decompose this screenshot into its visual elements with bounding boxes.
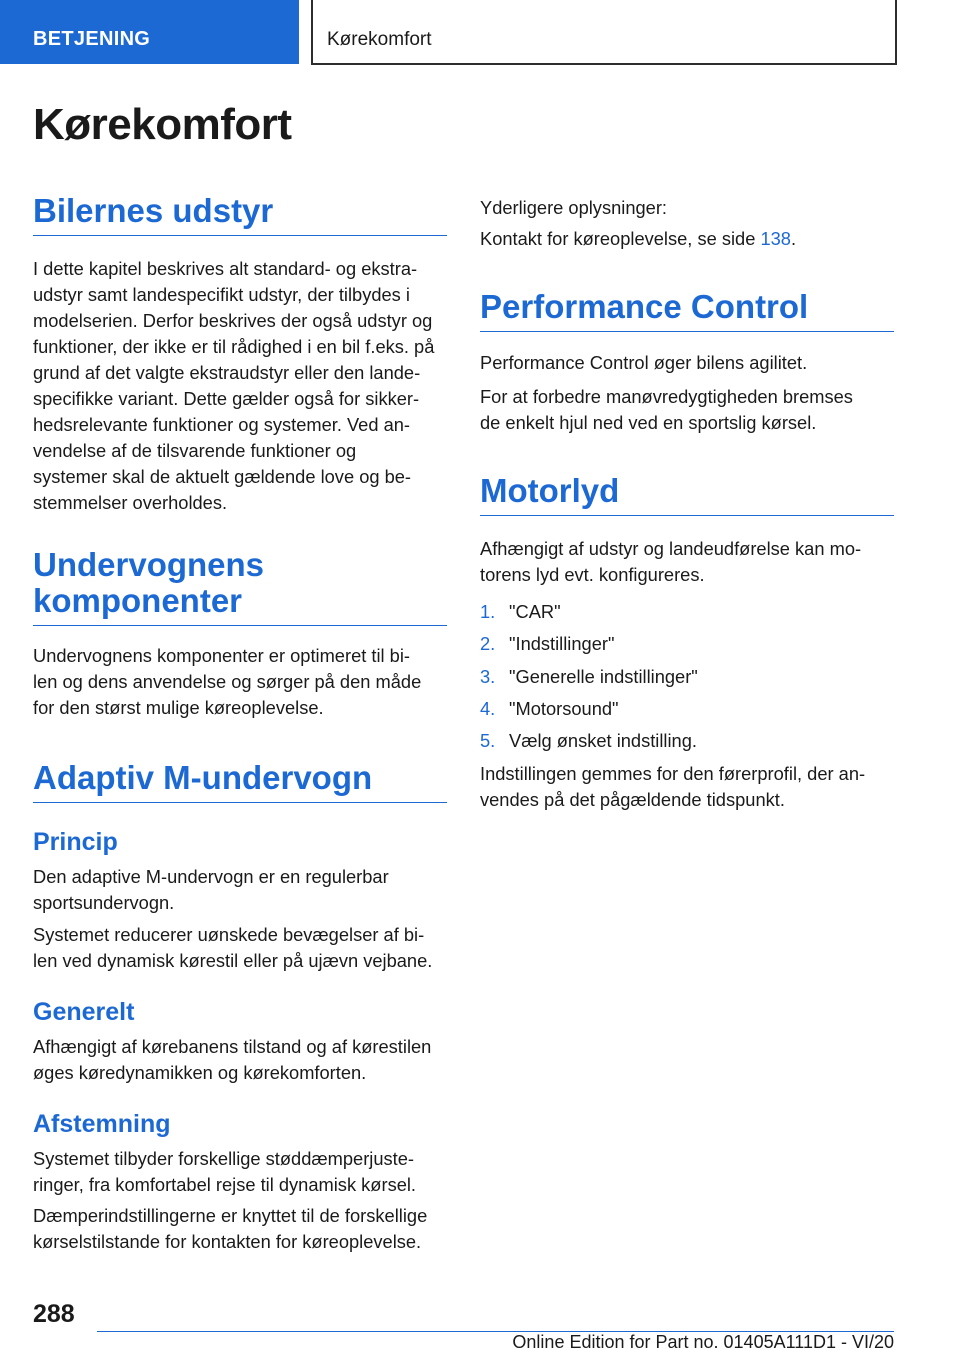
step-number: 2. <box>480 633 496 654</box>
step-text: "Generelle indstillinger" <box>509 666 698 687</box>
paragraph-motorlyd-outro: Indstillingen gemmes for den førerprofil, der an- vendes på det pågældende tidspunkt. <box>480 763 866 810</box>
paragraph-kontakt <box>480 226 894 252</box>
paragraph-princip-2: Systemet reducerer uønskede bevægelser af bi- len ved dynamisk kørestil eller på ujævn vejbane. <box>33 924 433 971</box>
step-text: "Indstillinger" <box>509 633 615 654</box>
heading-generelt: Generelt <box>33 998 135 1026</box>
paragraph-performance-1: Performance Control øger bilens agilitet. <box>480 352 808 373</box>
heading-undervognens-komponenter: Undervognens komponenter <box>33 547 447 626</box>
step-number: 1. <box>480 601 496 622</box>
heading-motorlyd: Motorlyd <box>480 473 894 516</box>
paragraph-afstemning-1: Systemet tilbyder forskellige støddæmperjuste- ringer, fra komfortabel rejse til dynamisk kørsel. <box>33 1148 417 1195</box>
paragraph-afstemning-2: Dæmperindstillingerne er knyttet til de forskellige kørselstilstande for kontakten for køreoplevelse. <box>33 1205 428 1252</box>
step-text: Vælg ønsket indstilling. <box>509 730 697 751</box>
paragraph-undervognens: Undervognens komponenter er optimeret til bi- len og dens anvendelse og sørger på den måde for den størst mulige køreoplevelse. <box>33 645 422 718</box>
step-number: 5. <box>480 730 496 751</box>
step-number: 4. <box>480 698 496 719</box>
step-text: "CAR" <box>509 601 561 622</box>
page-link-138[interactable]: 138 <box>760 228 791 249</box>
kontakt-text: Kontakt for køreoplevelse, se side <box>480 228 761 249</box>
step-text: "Motorsound" <box>509 698 619 719</box>
chapter-label: Kørekomfort <box>327 29 432 50</box>
chapter-tab <box>311 0 897 65</box>
heading-princip: Princip <box>33 828 118 856</box>
heading-adaptiv-m-undervogn: Adaptiv M-undervogn <box>33 760 447 803</box>
step-number: 3. <box>480 666 496 687</box>
paragraph-generelt: Afhængigt af kørebanens tilstand og af kørestilen øges køredynamikken og kørekomforten. <box>33 1036 432 1083</box>
paragraph-princip-1: Den adaptive M-undervogn er en regulerbar sportsundervogn. <box>33 866 389 913</box>
paragraph-performance-2: For at forbedre manøvredygtigheden bremses de enkelt hjul ned ved en sportslig kørsel. <box>480 386 853 433</box>
paragraph-yderligere: Yderligere oplysninger: <box>480 197 667 218</box>
section-tab <box>0 0 299 64</box>
heading-bilernes-udstyr: Bilernes udstyr <box>33 193 447 236</box>
page-title: Kørekomfort <box>33 100 292 149</box>
heading-performance-control: Performance Control <box>480 289 894 332</box>
kontakt-period: . <box>790 228 797 249</box>
page-number: 288 <box>33 1300 75 1328</box>
paragraph-bilernes-udstyr: I dette kapitel beskrives alt standard- og ekstra- udstyr samt landespecifikt udstyr, der tilbydes i modelserien. Derfor beskrives der også udstyr og funktioner, der ikke er til rådighed i en bil f.eks. på grund af det valgte ekstraudstyr eller den lande- specifikke variant. Dette gælder også for sikker- hedsrelevante funktioner og systemer. Ved an- vendelse af de tilsvarende funktioner og systemer skal de aktuelt gældende love og be- stemmelser overholdes. <box>33 258 435 513</box>
paragraph-motorlyd-intro: Afhængigt af udstyr og landeudførelse kan mo- torens lyd evt. konfigureres. <box>480 538 862 585</box>
section-label: BETJENING <box>33 28 151 50</box>
footer-edition: Online Edition for Part no. 01405A111D1 - VI/20 <box>512 1332 894 1352</box>
heading-afstemning: Afstemning <box>33 1110 171 1138</box>
